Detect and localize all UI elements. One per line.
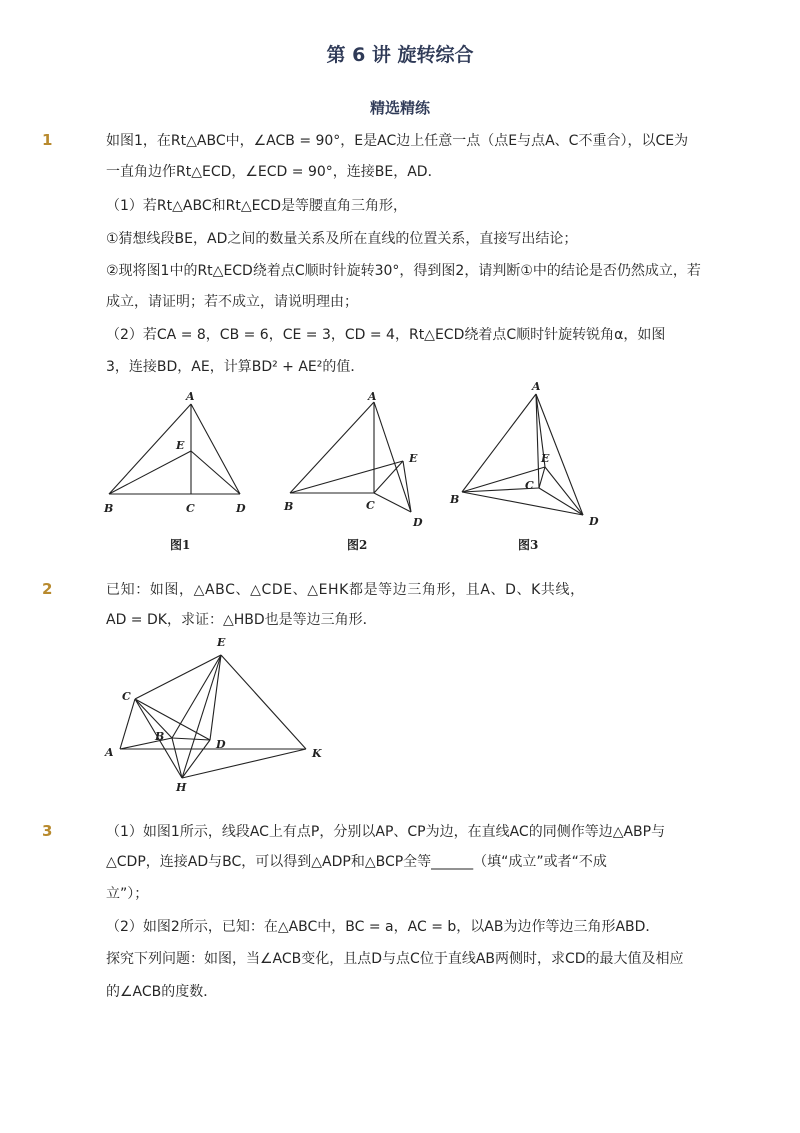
- fig2-label-c: C: [366, 499, 375, 512]
- q1-line-1: 如图1，在Rt△ABC中，∠ACB = 90°，E是AC边上任意一点（点E与点A、C不重合），以CE为: [106, 133, 689, 149]
- q1-line-3: （1）若Rt△ABC和Rt△ECD是等腰直角三角形，: [106, 198, 407, 214]
- fig3-label-e: E: [541, 452, 550, 465]
- q2-figure: [100, 630, 340, 800]
- question-number-1: 1: [42, 131, 53, 149]
- fig3-label-d: D: [589, 515, 599, 528]
- q1-line-5: ②现将图1中的Rt△ECD绕着点C顺时针旋转30°，得到图2，请判断①中的结论是否仍然成立，若: [106, 263, 701, 279]
- q1-figure-1: [100, 385, 260, 555]
- page-title: 第 6 讲 旋转综合: [326, 44, 474, 66]
- q3-line-3: 立”）；: [106, 886, 149, 902]
- q1-line-7: （2）若CA = 8，CB = 6，CE = 3，CD = 4，Rt△ECD绕着点C顺时针旋转锐角α，如图: [106, 327, 666, 343]
- q2-label-b: B: [155, 730, 165, 743]
- q2-line-1: 已知：如图，△ABC、△CDE、△EHK都是等边三角形，且A、D、K共线，: [106, 582, 585, 598]
- q2-label-k: K: [312, 747, 322, 760]
- fig2-label-a: A: [368, 390, 377, 403]
- fig2-caption: 图2: [347, 538, 368, 552]
- q1-line-2: 一直角边作Rt△ECD，∠ECD = 90°，连接BE，AD．: [106, 164, 442, 180]
- fig3-caption: 图3: [518, 538, 539, 552]
- question-number-3: 3: [42, 822, 53, 840]
- q2-label-c: C: [122, 690, 131, 703]
- fig1-label-c: C: [186, 502, 195, 515]
- q3-line-1: （1）如图1所示，线段AC上有点P，分别以AP、CP为边，在直线AC的同侧作等边△ABP与: [106, 824, 666, 840]
- q3-line-5: 探究下列问题：如图，当∠ACB变化，且点D与点C位于直线AB两侧时，求CD的最大值及相应: [106, 951, 684, 967]
- q1-line-6: 成立，请证明；若不成立，请说明理由；: [106, 294, 358, 310]
- question-number-2: 2: [42, 580, 53, 598]
- fig1-label-b: B: [104, 502, 114, 515]
- q2-label-h: H: [176, 781, 187, 794]
- fig1-label-a: A: [186, 390, 195, 403]
- fig2-label-e: E: [409, 452, 418, 465]
- q1-figure-3: [445, 375, 615, 555]
- fig2-label-b: B: [284, 500, 294, 513]
- fig1-label-d: D: [236, 502, 246, 515]
- q2-label-e: E: [217, 636, 226, 649]
- q1-line-8: 3，连接BD，AE，计算BD² + AE²的值．: [106, 359, 365, 375]
- q2-line-2: AD = DK，求证：△HBD也是等边三角形．: [106, 612, 377, 628]
- q3-line-2: △CDP，连接AD与BC，可以得到△ADP和△BCP全等______（填“成立”或者“不成: [106, 854, 607, 870]
- q1-figure-2: [280, 385, 440, 555]
- fig3-label-a: A: [532, 380, 541, 393]
- fig3-label-b: B: [450, 493, 460, 506]
- q3-line-6: 的∠ACB的度数．: [106, 984, 218, 1000]
- fig1-label-e: E: [176, 439, 185, 452]
- section-subtitle: 精选精练: [369, 99, 430, 117]
- fig3-label-c: C: [525, 479, 534, 492]
- q2-label-a: A: [105, 746, 114, 759]
- fig2-label-d: D: [413, 516, 423, 529]
- q3-line-4: （2）如图2所示，已知：在△ABC中，BC = a，AC = b，以AB为边作等边三角形ABD．: [106, 919, 660, 935]
- q2-label-d: D: [216, 738, 226, 751]
- fig1-caption: 图1: [170, 538, 191, 552]
- q1-line-4: ①猜想线段BE，AD之间的数量关系及所在直线的位置关系，直接写出结论；: [106, 231, 578, 247]
